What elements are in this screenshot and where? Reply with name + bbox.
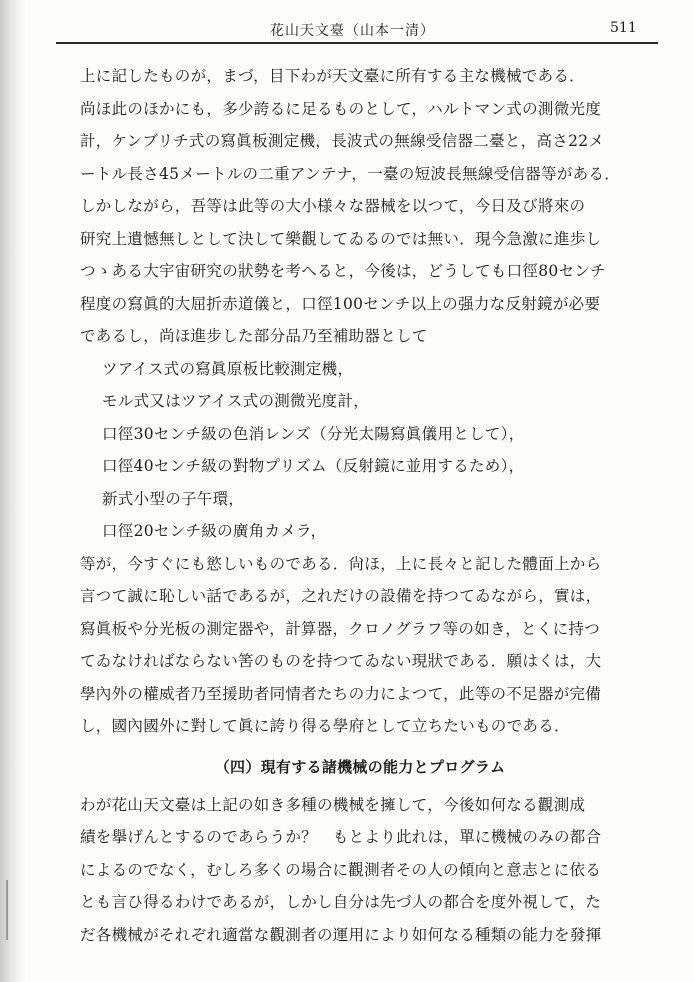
margin-mark [6, 880, 8, 940]
text-line: 上に記したものが，まづ，目下わが天文臺に所有する主な機械である． [80, 67, 585, 85]
body-text [80, 60, 640, 951]
text-line: 等が，今すぐにも慾しいものである．尙ほ，上に長々と記した體面上から [80, 554, 602, 573]
text-line: 研究上遺憾無しとして決して樂觀してゐるのでは無い．現今急激に進歩し [80, 229, 602, 248]
page-header [48, 14, 658, 44]
text-line: とも言ひ得るわけであるが，しかし自分は先づ人の都合を度外視して，た [80, 893, 602, 911]
page-number: 511 [610, 20, 637, 36]
desired-instruments-list [80, 353, 640, 548]
text-line: だ各機械がそれぞれ適當な觀測者の運用により如何なる種類の能力を發揮 [80, 925, 602, 944]
list-item: 口徑40センチ級の對物プリズム（反射鏡に並用するため）， [102, 457, 525, 475]
header-rule [56, 42, 658, 44]
text-line: つゝある大宇宙研究の狀勢を考へると，今後は，どうしても口徑80センチ [80, 262, 606, 280]
text-line: しかしながら，吾等は此等の大小様々な器械を以つて，今日及び將來の [80, 197, 586, 215]
text-line: によるのでなく，むしろ多くの場合に觀測者その人の傾向と意志とに依る [80, 860, 602, 879]
text-line: てゐなければならない筈のものを持つてゐない現狀である．願はくは，大 [80, 652, 602, 670]
text-line: であるし，尚ほ進步した部分品乃至補助器として [80, 327, 428, 345]
text-line: 寫眞板や分光板の測定器や，計算器，クロノグラフ等の如き，とくに持つ [80, 619, 601, 638]
text-line: 學內外の權威者乃至援助者同情者たちの力によつて，此等の不足器が完備 [80, 684, 602, 703]
text-line: ートル長さ45メートルの二重アンテナ，一臺の短波長無線受信器等がある． [80, 164, 621, 183]
section-heading: （四）現有する諸機械の能力とプログラム [214, 757, 506, 776]
text-line: わが花山天文臺は上記の如き多種の機械を擁して，今後如何なる觀測成 [80, 795, 586, 814]
paragraph-program [80, 789, 640, 952]
text-line: 程度の寫眞的大屈折赤道儀と，口徑100センチ以上の强力な反射鏡が必要 [80, 294, 601, 313]
paragraph-future-needs [80, 190, 640, 353]
text-line: 言つて誠に恥しい話であるが，之れだけの設備を持つてゐながら，實は， [80, 587, 602, 605]
list-item: 口徑30センチ級の色消レンズ（分光太陽寫眞儀用として）， [102, 424, 525, 443]
text-line: 計，ケンブリチ式の寫眞板測定機，長波式の無線受信器二臺と，高さ22メ [80, 132, 605, 150]
list-item: モル式又はツアイス式の測微光度計， [102, 392, 370, 410]
list-item: 口徑20センチ級の廣角カメラ， [102, 522, 327, 540]
text-line: し，國內國外に對して眞に誇り得る學府として立ちたいものである． [80, 717, 570, 735]
binding-shadow [0, 0, 26, 982]
paragraph-shortcomings [80, 548, 640, 743]
text-line: 績を擧げんとするのであらうか？ もとより此れは，單に機械のみの都合 [80, 828, 602, 846]
list-item: ツアイス式の寫眞原板比較測定機， [102, 359, 354, 378]
text-line: 尚ほ此のほかにも，多少誇るに足るものとして，ハルトマン式の測微光度 [80, 99, 602, 118]
paragraph-equipment-list-intro [80, 60, 640, 190]
running-title: 花山天文臺（山本一清） [270, 23, 435, 39]
list-item: 新式小型の子午環， [102, 489, 245, 508]
